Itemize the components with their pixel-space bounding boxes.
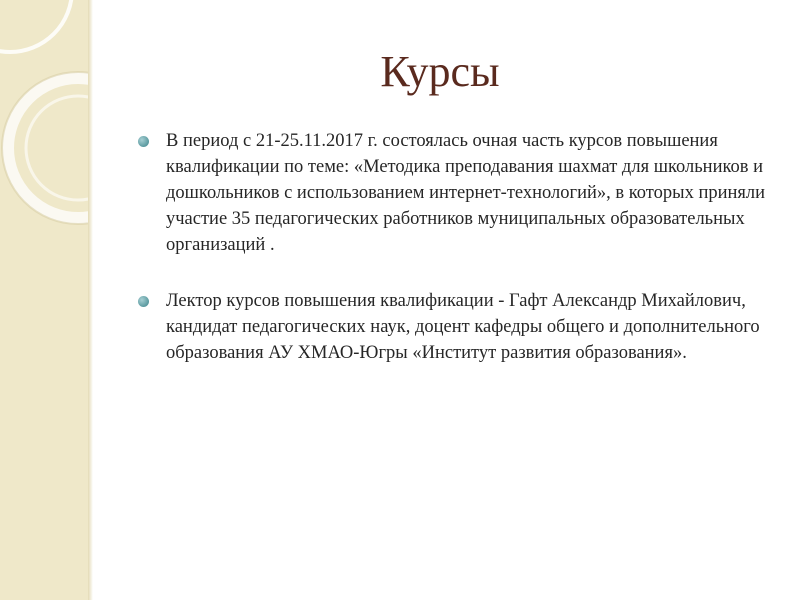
slide-title: Курсы xyxy=(380,47,500,96)
bullet-dot-icon xyxy=(138,296,149,307)
bullet-item xyxy=(138,288,768,366)
decorative-rings xyxy=(0,0,88,600)
bullet-item xyxy=(138,128,768,258)
bullet-text: В период с 21-25.11.2017 г. состоялась очная часть курсов повышения квалификации по теме: «Методика преподавания шахмат для школьников и дошкольников с использованием интернет-технологий», в которых приняли участие 35 педагогических работников муниципальных образовательных организаций . xyxy=(166,131,766,255)
decorative-ring-top xyxy=(0,0,72,52)
bullet-text: Лектор курсов повышения квалификации - Гафт Александр Михайлович, кандидат педагогических наук, доцент кафедры общего и дополнительного образования АУ ХМАО-Югры «Институт развития образования». xyxy=(166,291,760,363)
decorative-side-band xyxy=(0,0,88,600)
side-band-edge xyxy=(88,0,93,600)
decorative-ring-inner xyxy=(26,96,88,200)
bullet-list xyxy=(138,128,768,366)
bullet-dot-icon xyxy=(138,136,149,147)
